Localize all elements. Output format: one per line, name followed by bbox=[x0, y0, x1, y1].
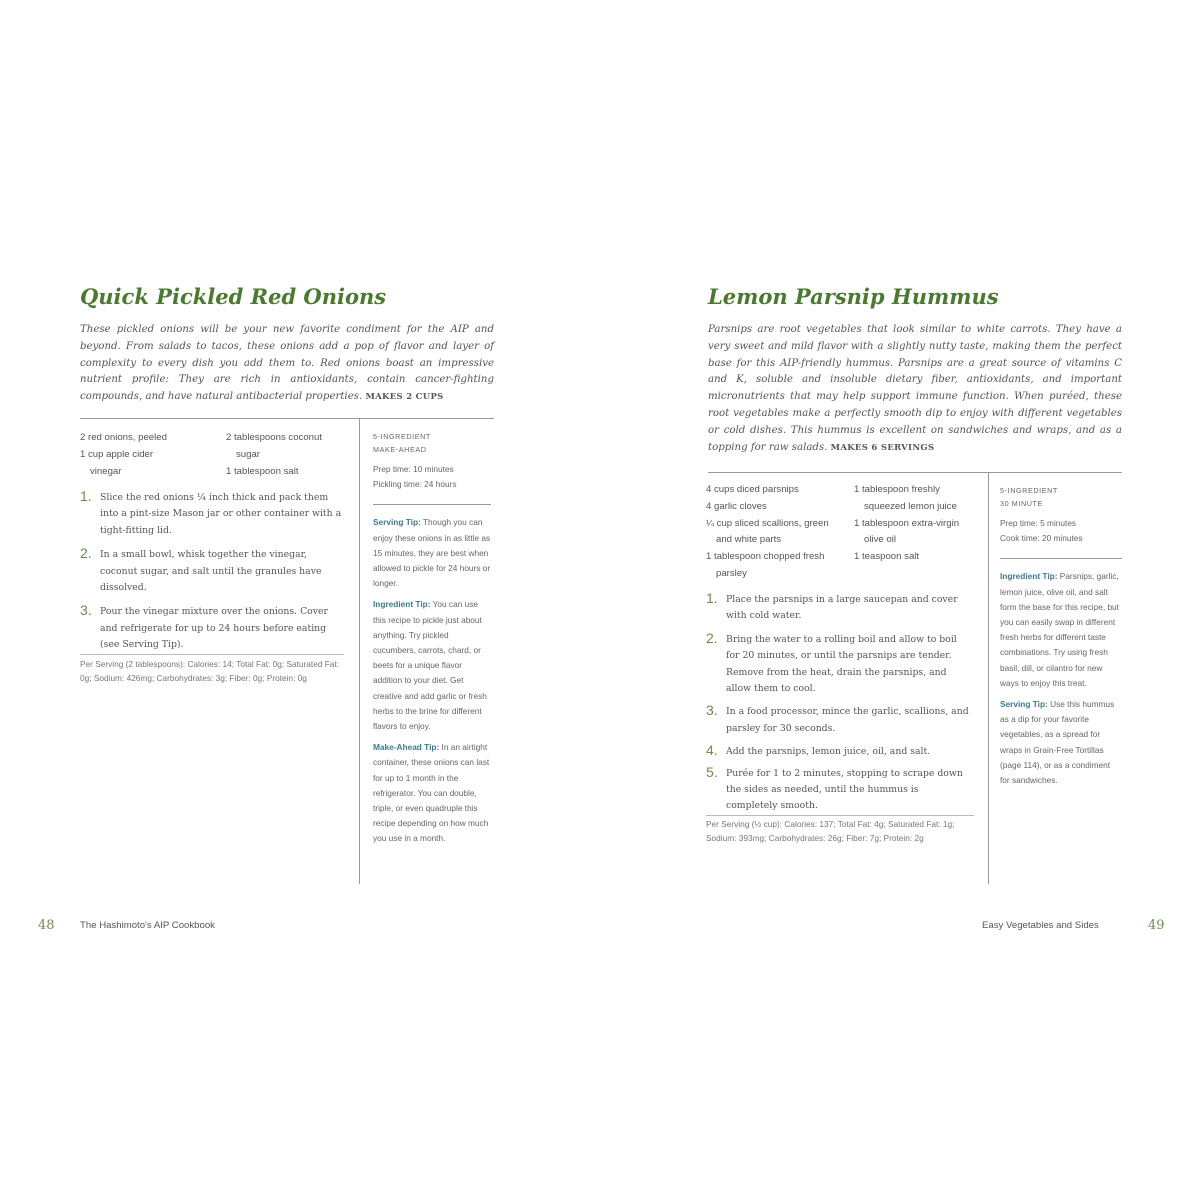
recipe-tag: MAKE-AHEAD bbox=[373, 445, 427, 454]
right-page bbox=[600, 0, 1200, 1200]
ingredients-col-2 bbox=[226, 430, 346, 480]
step-number: 3. bbox=[706, 702, 718, 719]
step-number: 3. bbox=[80, 602, 92, 619]
recipe-tag: 5-INGREDIENT bbox=[373, 432, 431, 441]
serving-tip bbox=[1000, 697, 1122, 788]
page-number: 48 bbox=[38, 918, 55, 933]
step-text: In a food processor, mince the garlic, scallions, and parsley for 30 seconds. bbox=[726, 706, 969, 734]
recipe-sidebar bbox=[373, 430, 491, 853]
step-text: Add the parsnips, lemon juice, oil, and salt. bbox=[726, 746, 931, 758]
step-text: Slice the red onions ¼ inch thick and pack them into a pint-size Mason jar or other container with a tight-fitting lid. bbox=[100, 492, 342, 536]
step bbox=[706, 592, 972, 625]
running-head: The Hashimoto's AIP Cookbook bbox=[80, 920, 215, 931]
ingredient-tip bbox=[373, 597, 491, 734]
tip-text: Parsnips, garlic, lemon juice, olive oil, and salt form the base for this recipe, but you can easily swap in different fresh herbs for different taste combinations. Try using fresh basil, dill, or cilantro for new ways to enjoy this treat. bbox=[1000, 571, 1119, 688]
pickling-time: Pickling time: 24 hours bbox=[373, 479, 457, 490]
page-number: 49 bbox=[1148, 918, 1165, 933]
step-text: Bring the water to a rolling boil and allow to boil for 20 minutes, or until the parsnips are tender. Remove from the heat, drain the parsnips, and allow them to cool. bbox=[726, 633, 957, 695]
recipe-tag: 5-INGREDIENT bbox=[1000, 486, 1058, 495]
instructions bbox=[80, 490, 342, 654]
ingredient: 1 tablespoon freshly squeezed lemon juice bbox=[854, 484, 957, 512]
ingredient: 2 tablespoons coconut sugar bbox=[226, 432, 323, 460]
ingredient: 1 teaspoon salt bbox=[854, 551, 920, 563]
recipe-times bbox=[373, 462, 491, 492]
ingredients-col-2 bbox=[854, 482, 974, 566]
step-text: Purée for 1 to 2 minutes, stopping to scrape down the sides as needed, until the hummus is completely smooth. bbox=[726, 767, 963, 812]
step-text: Place the parsnips in a large saucepan and cover with cold water. bbox=[726, 594, 958, 622]
step bbox=[706, 744, 972, 760]
step-text: In a small bowl, whisk together the vinegar, coconut sugar, and salt until the granules have dissolved. bbox=[100, 549, 322, 594]
step-number: 5. bbox=[706, 763, 718, 780]
running-head: Easy Vegetables and Sides bbox=[982, 920, 1099, 931]
sidebar-divider bbox=[373, 504, 491, 505]
prep-time: Prep time: 5 minutes bbox=[1000, 518, 1077, 528]
ingredient: 2 red onions, peeled bbox=[80, 432, 167, 443]
make-ahead-tip bbox=[373, 740, 491, 846]
recipe-times bbox=[1000, 516, 1122, 546]
tip-label: Ingredient Tip: bbox=[1000, 571, 1058, 582]
section-divider bbox=[80, 418, 494, 419]
step-number: 2. bbox=[706, 629, 718, 646]
step-number: 1. bbox=[80, 488, 92, 504]
step bbox=[80, 604, 342, 653]
step bbox=[706, 629, 972, 698]
recipe-intro bbox=[80, 322, 494, 406]
step bbox=[80, 547, 342, 596]
ingredient: 1 tablespoon salt bbox=[226, 465, 299, 477]
ingredient: 4 garlic cloves bbox=[706, 500, 767, 512]
recipe-tag: 30 MINUTE bbox=[1000, 499, 1043, 508]
step bbox=[706, 763, 972, 815]
tip-text: Though you can enjoy these onions in as little as 15 minutes, they are best when allowed to pickle for 24 hours or longer. bbox=[373, 517, 491, 589]
ingredients-col-1 bbox=[706, 482, 834, 583]
intro-text: These pickled onions will be your new favorite condiment for the AIP and beyond. From salads to tacos, these onions add a pop of flavor and layer of complexity to every dish you add them to. Red onions boast an impressive nutrient profile: They are rich in antioxidants, contain cancer-fighting compounds, and have natural antibacterial properties. bbox=[80, 324, 494, 403]
ingredient: 4 cups diced parsnips bbox=[706, 484, 799, 495]
step-number: 1. bbox=[706, 590, 718, 606]
intro-text: Parsnips are root vegetables that look similar to white carrots. They have a very sweet and mild flavor with a slightly nutty taste, making them the perfect base for this AIP-friendly hummus. Parsnips are a great source of vitamins C and K, soluble and insoluble dietary fiber, antioxidants, and important micronutrients that may help support immune function. When puréed, these root vegetables make a perfectly smooth dip to enjoy with different vegetables or cold dishes. This hummus is excellent on sandwiches and wraps, and as a topping for raw salads. bbox=[708, 324, 1122, 453]
instructions bbox=[706, 592, 972, 815]
nutrition-divider bbox=[80, 654, 344, 655]
ingredient: 1 tablespoon extra-virgin olive oil bbox=[854, 517, 960, 546]
section-divider bbox=[708, 472, 1122, 473]
ingredients-col-1 bbox=[80, 430, 210, 480]
ingredient: 1 tablespoon chopped fresh parsley bbox=[706, 551, 825, 579]
tip-text: In an airtight container, these onions can last for up to 1 month in the refrigerator. You can double, triple, or even quadruple this recipe depending on how much you use in a month. bbox=[373, 742, 490, 844]
tip-label: Serving Tip: bbox=[1000, 699, 1048, 710]
tip-text: Use this hummus as a dip for your favorite vegetables, as a spread for wraps in Grain-Free Tortillas (page 114), or as a condiment for sandwiches. bbox=[1000, 699, 1115, 786]
tip-label: Make-Ahead Tip: bbox=[373, 742, 440, 753]
tip-text: You can use this recipe to pickle just about anything. Try pickled cucumbers, carrots, chard, or beets for a unique flavor addition to your diet. Get creative and add garlic or fresh herbs to the brine for different flavors to enjoy. bbox=[373, 599, 487, 732]
yield-label: MAKES 2 CUPS bbox=[365, 392, 444, 403]
recipe-title: Quick Pickled Red Onions bbox=[80, 284, 387, 309]
recipe-intro bbox=[708, 322, 1122, 456]
yield-label: MAKES 6 SERVINGS bbox=[830, 442, 935, 453]
step bbox=[80, 490, 342, 539]
step bbox=[706, 704, 972, 737]
column-divider bbox=[988, 472, 989, 884]
nutrition-info: Per Serving (2 tablespoons): Calories: 14; Total Fat: 0g; Saturated Fat: 0g; Sodium: 426mg; Carbohydrates: 3g; Fiber: 0g; Protein: 0g bbox=[80, 659, 340, 683]
ingredient: 1 cup apple cider vinegar bbox=[80, 448, 154, 477]
column-divider bbox=[359, 418, 360, 884]
serving-tip bbox=[373, 515, 491, 591]
ingredient-tip bbox=[1000, 569, 1122, 691]
prep-time: Prep time: 10 minutes bbox=[373, 464, 454, 474]
step-text: Pour the vinegar mixture over the onions. Cover and refrigerate for up to 24 hours before eating (see Serving Tip). bbox=[100, 606, 328, 651]
tip-label: Ingredient Tip: bbox=[373, 599, 431, 610]
recipe-title: Lemon Parsnip Hummus bbox=[708, 284, 999, 309]
cook-time: Cook time: 20 minutes bbox=[1000, 533, 1083, 544]
nutrition-info: Per Serving (½ cup): Calories: 137; Total Fat: 4g; Saturated Fat: 1g; Sodium: 393mg; Carbohydrates: 26g; Fiber: 7g; Protein: 2g bbox=[706, 819, 955, 843]
recipe-sidebar bbox=[1000, 484, 1122, 794]
nutrition-divider bbox=[706, 815, 974, 816]
step-number: 4. bbox=[706, 742, 718, 759]
ingredient: ¼ cup sliced scallions, green and white parts bbox=[706, 517, 829, 546]
step-number: 2. bbox=[80, 545, 92, 562]
tip-label: Serving Tip: bbox=[373, 517, 421, 528]
sidebar-divider bbox=[1000, 558, 1122, 559]
